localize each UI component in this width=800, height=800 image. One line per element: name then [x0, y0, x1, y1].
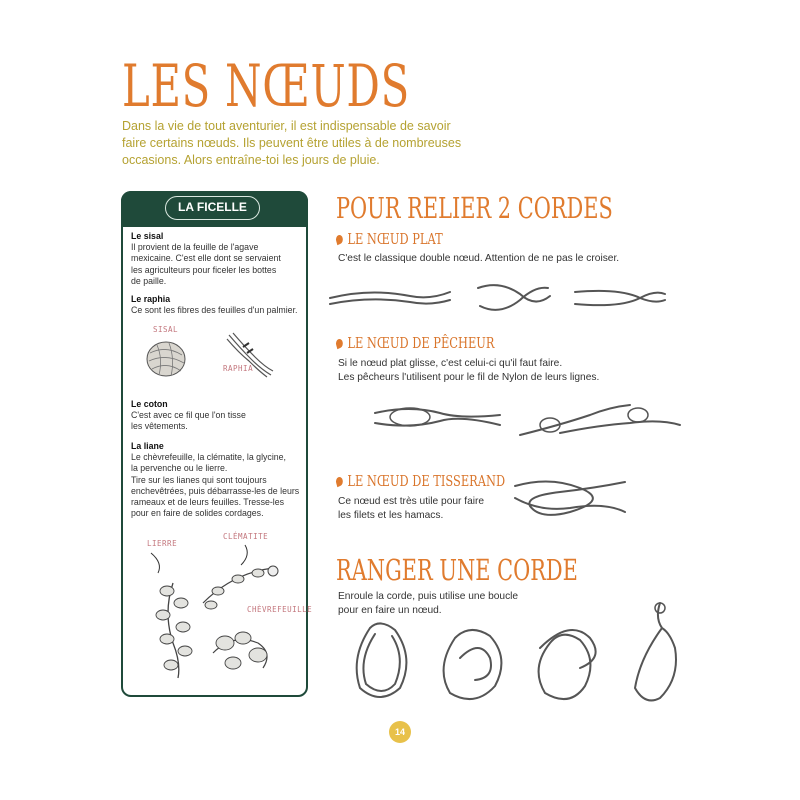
sisal-line: les agriculteurs pour ficeler les bottes — [131, 264, 277, 275]
sidebar-title: LA FICELLE — [165, 196, 260, 220]
chevrefeuille-label: CHÈVREFEUILLE — [247, 605, 313, 614]
subheading-noeud-tisserand — [336, 472, 505, 490]
coton-line: les vêtements. — [131, 421, 188, 432]
sisal-line: mexicaine. C'est elle dont se servaient — [131, 253, 281, 264]
liane-line: Le chèvrefeuille, la clématite, la glycine, — [131, 452, 287, 463]
intro-line: occasions. Alors entraîne-toi les jours de pluie. — [122, 153, 380, 167]
sisal-line: de paille. — [131, 275, 167, 286]
liane-line: la pervenche ou le lierre. — [131, 463, 228, 474]
sisal-ball-illustration — [141, 335, 191, 380]
section-heading-relier: POUR RELIER 2 CORDES — [336, 191, 613, 225]
liane-block — [131, 441, 303, 519]
raphia-label: RAPHIA — [223, 364, 254, 373]
coton-heading: Le coton — [131, 399, 168, 409]
ranger-line: Enroule la corde, puis utilise une boucle — [338, 591, 519, 602]
raphia-heading: Le raphia — [131, 294, 171, 304]
noeud-tisserand-line: les filets et les hamacs. — [338, 510, 444, 521]
noeud-pecheur-text — [338, 357, 668, 385]
page-title: LES NŒUDS — [122, 52, 410, 120]
noeud-plat-line: C'est le classique double nœud. Attention de ne pas le croiser. — [338, 253, 620, 264]
subheading-noeud-plat — [336, 230, 443, 248]
liane-line: rameaux et de leurs feuilles. Tresse-les — [131, 497, 285, 508]
intro-line: faire certains nœuds. Ils peuvent être utiles à de nombreuses — [122, 136, 462, 150]
ranger-corde-illustration — [340, 598, 680, 710]
intro-line: Dans la vie de tout aventurier, il est indispensable de savoir — [122, 119, 451, 133]
intro-paragraph — [122, 118, 502, 169]
ranger-line: pour en faire un nœud. — [338, 605, 442, 616]
raphia-line: Ce sont les fibres des feuilles d'un palmier. — [131, 305, 298, 316]
raphia-block — [131, 294, 303, 316]
lierre-label: LIERRE — [147, 539, 178, 548]
noeud-tisserand-text — [338, 495, 498, 523]
orange-bullet-icon — [335, 476, 344, 488]
sisal-heading: Le sisal — [131, 231, 164, 241]
noeud-plat-text — [338, 252, 668, 266]
orange-bullet-icon — [335, 234, 344, 246]
page-number-badge: 14 — [389, 721, 411, 743]
liane-line: Tire sur les lianes qui sont toujours — [131, 474, 267, 485]
orange-bullet-icon — [335, 338, 344, 350]
noeud-plat-illustration — [330, 278, 670, 318]
noeud-pecheur-line: Les pêcheurs l'utilisent pour le fil de Nylon de leurs lignes. — [338, 372, 600, 383]
coton-block — [131, 399, 303, 433]
liane-heading: La liane — [131, 441, 164, 451]
subheading-noeud-pecheur — [336, 334, 494, 352]
liane-line: pour en faire de solides cordages. — [131, 508, 264, 519]
sisal-label: SISAL — [153, 325, 179, 334]
sidebar-header — [121, 191, 308, 227]
coton-line: C'est avec ce fil que l'on tisse — [131, 410, 246, 421]
sisal-line: Il provient de la feuille de l'agave — [131, 242, 259, 253]
section-heading-ranger: RANGER UNE CORDE — [336, 553, 578, 587]
clematite-label: CLÉMATITE — [223, 532, 269, 541]
liane-line: enchevêtrées, puis débarrasse-les de leurs — [131, 485, 300, 496]
noeud-pecheur-line: Si le nœud plat glisse, c'est celui-ci qu'il faut faire. — [338, 358, 563, 369]
sidebar-box — [121, 191, 313, 697]
noeud-tisserand-title: LE NŒUD DE TISSERAND — [347, 472, 506, 490]
noeud-plat-title: LE NŒUD PLAT — [347, 230, 443, 248]
noeud-pecheur-illustration — [370, 395, 690, 445]
noeud-tisserand-illustration — [510, 468, 630, 528]
noeud-pecheur-title: LE NŒUD DE PÊCHEUR — [347, 334, 495, 352]
sisal-block — [131, 231, 303, 287]
noeud-tisserand-line: Ce nœud est très utile pour faire — [338, 496, 485, 507]
vines-illustration — [133, 543, 303, 683]
